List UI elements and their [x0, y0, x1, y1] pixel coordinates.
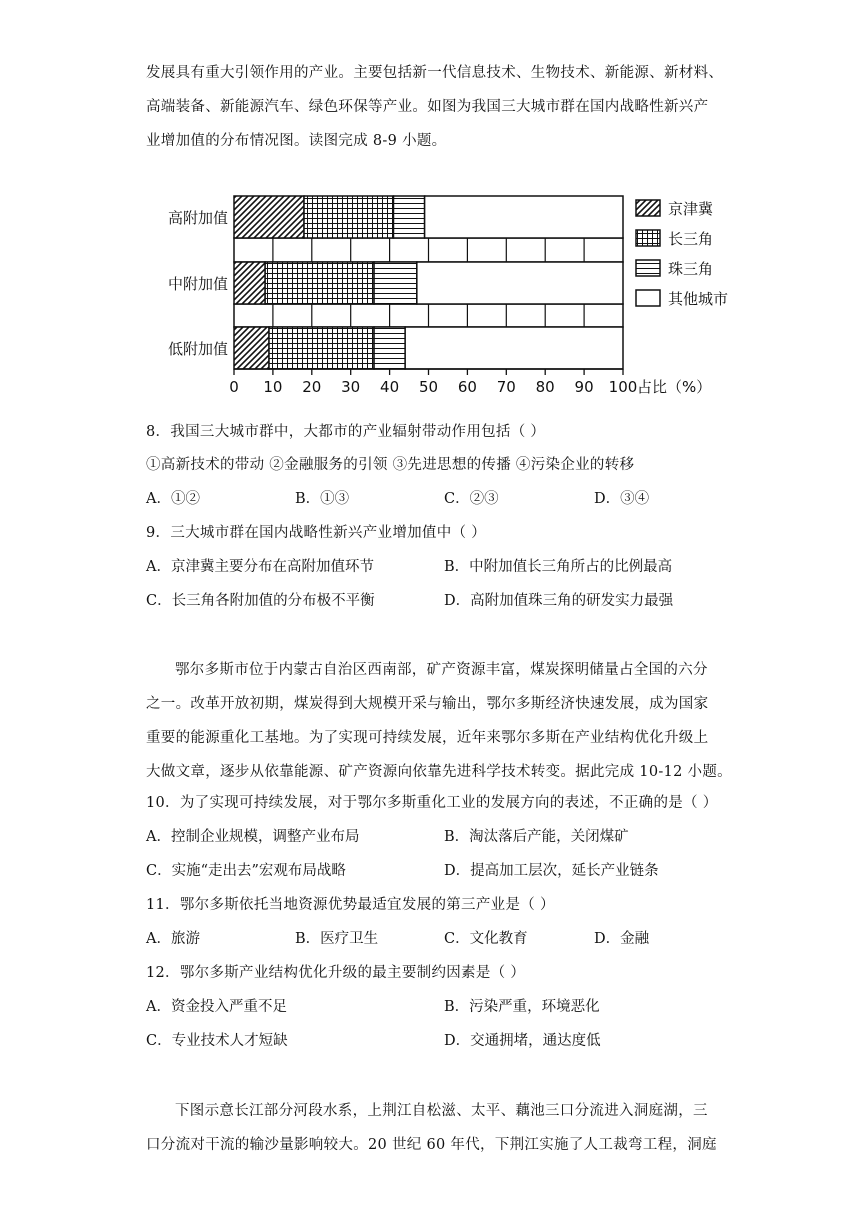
bar-segment: [234, 327, 269, 369]
category-label: 低附加值: [167, 340, 228, 358]
q9-option-c[interactable]: C．长三角各附加值的分布极不平衡: [146, 593, 375, 609]
q11-option-a[interactable]: A．旅游: [146, 931, 200, 947]
q8-option-c[interactable]: C．②③: [444, 491, 499, 507]
legend-label: 京津冀: [668, 200, 714, 218]
x-tick-label: 100: [608, 378, 638, 396]
x-tick-label: 90: [574, 378, 594, 396]
x-tick-label: 0: [229, 378, 239, 396]
q8-option-b[interactable]: B．①③: [295, 491, 350, 507]
intro-line: 业增加值的分布情况图。读图完成 8-9 小题。: [146, 133, 447, 149]
bar-segment: [393, 196, 424, 238]
legend-label: 长三角: [668, 230, 714, 248]
q8-option-a[interactable]: A．①②: [146, 491, 200, 507]
bar-segment: [269, 327, 374, 369]
q9-option-d[interactable]: D．高附加值珠三角的研发实力最强: [444, 593, 674, 609]
legend-swatch: [636, 200, 660, 216]
q11-option-b[interactable]: B．医疗卫生: [295, 931, 379, 947]
legend-label: 珠三角: [668, 260, 714, 278]
legend-label: 其他城市: [668, 290, 729, 308]
x-tick-label: 20: [302, 378, 322, 396]
bar-segment: [265, 262, 374, 304]
intro-line: 发展具有重大引领作用的产业。主要包括新一代信息技术、生物技术、新能源、新材料、: [146, 65, 724, 81]
q9-option-b[interactable]: B．中附加值长三角所占的比例最高: [444, 559, 673, 575]
x-tick-label: 70: [496, 378, 516, 396]
bar-segment: [405, 327, 623, 369]
legend-swatch: [636, 230, 660, 246]
x-tick-label: 60: [457, 378, 477, 396]
q12-stem: 12．鄂尔多斯产业结构优化升级的最主要制约因素是（ ）: [146, 965, 526, 981]
x-tick-label: 50: [418, 378, 439, 396]
passage-line: 鄂尔多斯市位于内蒙古自治区西南部，矿产资源丰富，煤炭探明储量占全国的六分: [175, 662, 708, 678]
legend-swatch: [636, 290, 660, 306]
intro-paragraph: [146, 56, 724, 158]
x-tick-label: 10: [263, 378, 283, 396]
passage-line: 之一。改革开放初期，煤炭得到大规模开采与输出，鄂尔多斯经济快速发展，成为国家: [146, 696, 709, 712]
q10-stem: 10．为了实现可持续发展，对于鄂尔多斯重化工业的发展方向的表述，不正确的是（ ）: [146, 795, 718, 811]
q12-option-d[interactable]: D．交通拥堵，通达度低: [444, 1033, 601, 1049]
q8-items: ①高新技术的带动 ②金融服务的引领 ③先进思想的传播 ④污染企业的转移: [146, 457, 635, 473]
bar-segment: [374, 262, 417, 304]
passage-yangtze: [146, 1094, 746, 1162]
bar-segment: [304, 196, 393, 238]
q11-option-c[interactable]: C．文化教育: [444, 931, 528, 947]
q10-option-a[interactable]: A．控制企业规模，调整产业布局: [146, 829, 360, 845]
q9-stem: 9．三大城市群在国内战略性新兴产业增加值中（ ）: [146, 525, 487, 541]
q12-option-c[interactable]: C．专业技术人才短缺: [146, 1033, 288, 1049]
q8-option-d[interactable]: D．③④: [594, 491, 650, 507]
legend-swatch: [636, 260, 660, 276]
q10-option-b[interactable]: B．淘汰落后产能，关闭煤矿: [444, 829, 629, 845]
category-label: 中附加值: [167, 275, 228, 293]
q12-option-b[interactable]: B．污染严重，环境恶化: [444, 999, 600, 1015]
passage-ordos: [146, 653, 746, 789]
category-label: 高附加值: [167, 209, 228, 227]
q11-stem: 11．鄂尔多斯依托当地资源优势最适宜发展的第三产业是（ ）: [146, 897, 555, 913]
passage-line: 口分流对干流的输沙量影响较大。20 世纪 60 年代，下荆江实施了人工裁弯工程，洞庭: [146, 1137, 717, 1153]
x-tick-label: 40: [380, 378, 400, 396]
bar-segment: [234, 196, 304, 238]
x-tick-label: 80: [535, 378, 555, 396]
q9-option-a[interactable]: A．京津冀主要分布在高附加值环节: [146, 559, 374, 575]
q11-option-d[interactable]: D．金融: [594, 931, 650, 947]
q10-option-c[interactable]: C．实施“走出去”宏观布局战略: [146, 863, 346, 879]
q12-option-a[interactable]: A．资金投入严重不足: [146, 999, 287, 1015]
stacked-bar-chart: [150, 186, 750, 408]
bar-segment: [417, 262, 623, 304]
bar-segment: [234, 262, 265, 304]
x-tick-label: 30: [341, 378, 361, 396]
passage-line: 大做文章，逐步从依靠能源、矿产资源向依靠先进科学技术转变。据此完成 10-12 小题。: [146, 764, 732, 780]
intro-line: 高端装备、新能源汽车、绿色环保等产业。如图为我国三大城市群在国内战略性新兴产: [146, 99, 709, 115]
q8-stem: 8．我国三大城市群中，大都市的产业辐射带动作用包括（ ）: [146, 424, 546, 440]
bar-segment: [374, 327, 405, 369]
x-axis-label: 占比（%）: [637, 378, 712, 396]
passage-line: 重要的能源重化工基地。为了实现可持续发展，近年来鄂尔多斯在产业结构优化升级上: [146, 730, 709, 746]
passage-line: 下图示意长江部分河段水系，上荆江自松滋、太平、藕池三口分流进入洞庭湖，三: [175, 1103, 708, 1119]
bar-segment: [425, 196, 623, 238]
q10-option-d[interactable]: D．提高加工层次，延长产业链条: [444, 863, 659, 879]
